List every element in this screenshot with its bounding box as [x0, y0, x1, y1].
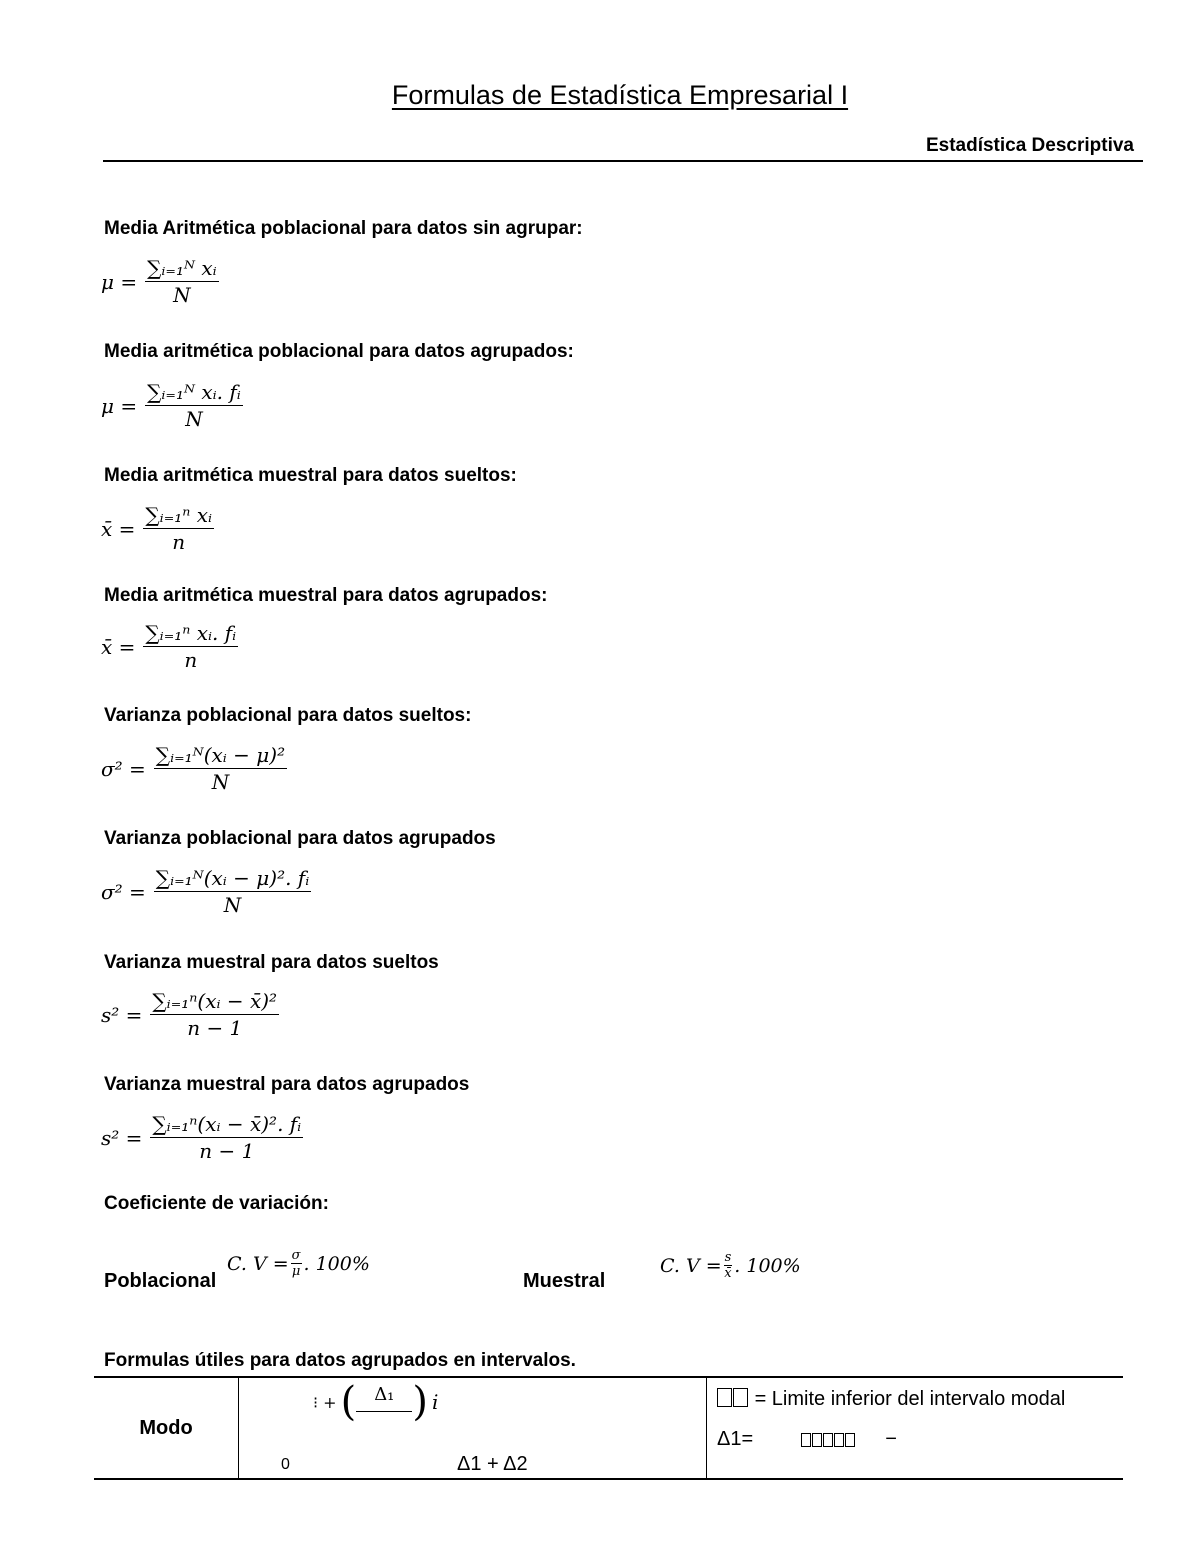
- page-title: Formulas de Estadística Empresarial I: [391, 80, 849, 110]
- cv-post: . 100%: [734, 1254, 801, 1277]
- formula-lhs: μ =: [101, 269, 138, 294]
- cv-pre: C. V =: [227, 1252, 289, 1275]
- formula-lhs: s² =: [101, 1125, 143, 1150]
- section-heading: Varianza poblacional para datos agrupados: [104, 828, 496, 849]
- formula: [101, 1112, 303, 1163]
- formula-lhs: s² =: [101, 1002, 143, 1027]
- fraction: [150, 989, 279, 1040]
- row-label: Modo: [94, 1377, 239, 1479]
- numerator: σ: [291, 1248, 301, 1263]
- page-subtitle: Estadística Descriptiva: [925, 135, 1134, 156]
- denominator: N: [185, 407, 203, 431]
- section-heading: Media aritmética poblacional para datos agrupados:: [104, 341, 574, 362]
- mode-formula-top: [313, 1379, 439, 1425]
- cv-heading: Coeficiente de variación:: [104, 1193, 329, 1214]
- formula: [101, 503, 214, 554]
- definition-line: [717, 1388, 1065, 1411]
- placeholder-glyph-icon: [717, 1388, 732, 1407]
- formula: [101, 743, 287, 794]
- formula-subscript: 0: [281, 1456, 290, 1473]
- denominator: μ: [291, 1264, 301, 1279]
- section-heading: Varianza muestral para datos agrupados: [104, 1074, 470, 1095]
- formula-lhs: x̄ =: [101, 516, 136, 541]
- placeholder-glyph-icon: [733, 1388, 748, 1407]
- fraction: [154, 866, 311, 917]
- placeholder-glyph-icon: [834, 1433, 844, 1447]
- formula: [101, 866, 311, 917]
- denominator: N: [211, 770, 230, 794]
- denominator: n − 1: [199, 1139, 255, 1163]
- fraction: [291, 1248, 302, 1279]
- fraction: [145, 256, 219, 307]
- fraction: [143, 621, 238, 672]
- numerator: ∑ᵢ₌₁ⁿ(xᵢ − x̄)². fᵢ: [152, 1112, 302, 1136]
- section-heading: Varianza muestral para datos sueltos: [104, 952, 439, 973]
- intervals-heading: Formulas útiles para datos agrupados en intervalos.: [104, 1350, 576, 1371]
- fraction: [150, 1112, 303, 1163]
- section-heading: Media aritmética muestral para datos agrupados:: [104, 585, 548, 606]
- fraction: [154, 743, 287, 794]
- formula-fragment: i: [432, 1390, 439, 1414]
- intervals-table: [94, 1376, 1123, 1480]
- numerator: ∑ᵢ₌₁ⁿ xᵢ. fᵢ: [145, 621, 237, 645]
- formula-lhs: μ =: [101, 393, 138, 418]
- section-heading: Media aritmética muestral para datos sueltos:: [104, 465, 517, 486]
- numerator: Δ₁: [356, 1384, 412, 1412]
- numerator: ∑ᵢ₌₁ⁿ(xᵢ − x̄)²: [152, 989, 278, 1013]
- formula-lhs: x̄ =: [101, 634, 136, 659]
- denominator: n: [172, 530, 186, 554]
- numerator: ∑ᵢ₌₁ᴺ xᵢ. fᵢ: [147, 380, 241, 404]
- definition-line: [717, 1428, 897, 1451]
- definition-text: −: [885, 1428, 897, 1450]
- formula-lhs: σ² =: [101, 756, 146, 781]
- denominator: n − 1: [187, 1016, 243, 1040]
- denominator: x̄: [724, 1266, 732, 1281]
- numerator: ∑ᵢ₌₁ⁿ xᵢ: [145, 503, 213, 527]
- cv-population-formula: [227, 1248, 370, 1279]
- placeholder-glyph-icon: [812, 1433, 822, 1447]
- placeholder-glyph-icon: [823, 1433, 833, 1447]
- cv-sample-label: Muestral: [523, 1270, 606, 1292]
- placeholder-glyphs: [801, 1428, 862, 1450]
- header-divider: [103, 160, 1143, 162]
- right-paren: ): [412, 1379, 429, 1425]
- mode-formula-cell: [239, 1377, 707, 1479]
- fraction: [356, 1384, 412, 1420]
- denominator: N: [223, 893, 242, 917]
- definition-text: = Limite inferior del intervalo modal: [754, 1388, 1066, 1410]
- fraction: [145, 380, 243, 431]
- formula-lhs: σ² =: [101, 879, 146, 904]
- cv-pre: C. V =: [660, 1254, 722, 1277]
- table-row: [94, 1377, 1123, 1479]
- fraction: [143, 503, 214, 554]
- denominator: n: [184, 648, 198, 672]
- section-heading: Varianza poblacional para datos sueltos:: [104, 705, 472, 726]
- numerator: s: [724, 1250, 732, 1265]
- formula-fragment: ⁝ +: [313, 1392, 337, 1412]
- formula: [101, 380, 243, 431]
- numerator: ∑ᵢ₌₁ᴺ(xᵢ − μ)². fᵢ: [155, 866, 310, 890]
- definitions-cell: [707, 1377, 1124, 1479]
- formula-denominator: Δ1 + Δ2: [457, 1453, 528, 1475]
- left-paren: (: [340, 1379, 357, 1425]
- denominator: N: [173, 283, 191, 307]
- placeholder-glyph-icon: [845, 1433, 855, 1447]
- numerator: ∑ᵢ₌₁ᴺ xᵢ: [147, 256, 217, 280]
- section-heading: Media Aritmética poblacional para datos sin agrupar:: [104, 218, 583, 239]
- definition-text: Δ1=: [717, 1428, 754, 1450]
- cv-population-label: Poblacional: [104, 1270, 217, 1292]
- formula: [101, 256, 219, 307]
- cv-sample-formula: [660, 1250, 801, 1281]
- placeholder-glyph-icon: [801, 1433, 811, 1447]
- formula: [101, 989, 279, 1040]
- numerator: ∑ᵢ₌₁ᴺ(xᵢ − μ)²: [155, 743, 286, 767]
- cv-post: . 100%: [303, 1252, 370, 1275]
- fraction: [724, 1250, 733, 1281]
- formula: [101, 621, 238, 672]
